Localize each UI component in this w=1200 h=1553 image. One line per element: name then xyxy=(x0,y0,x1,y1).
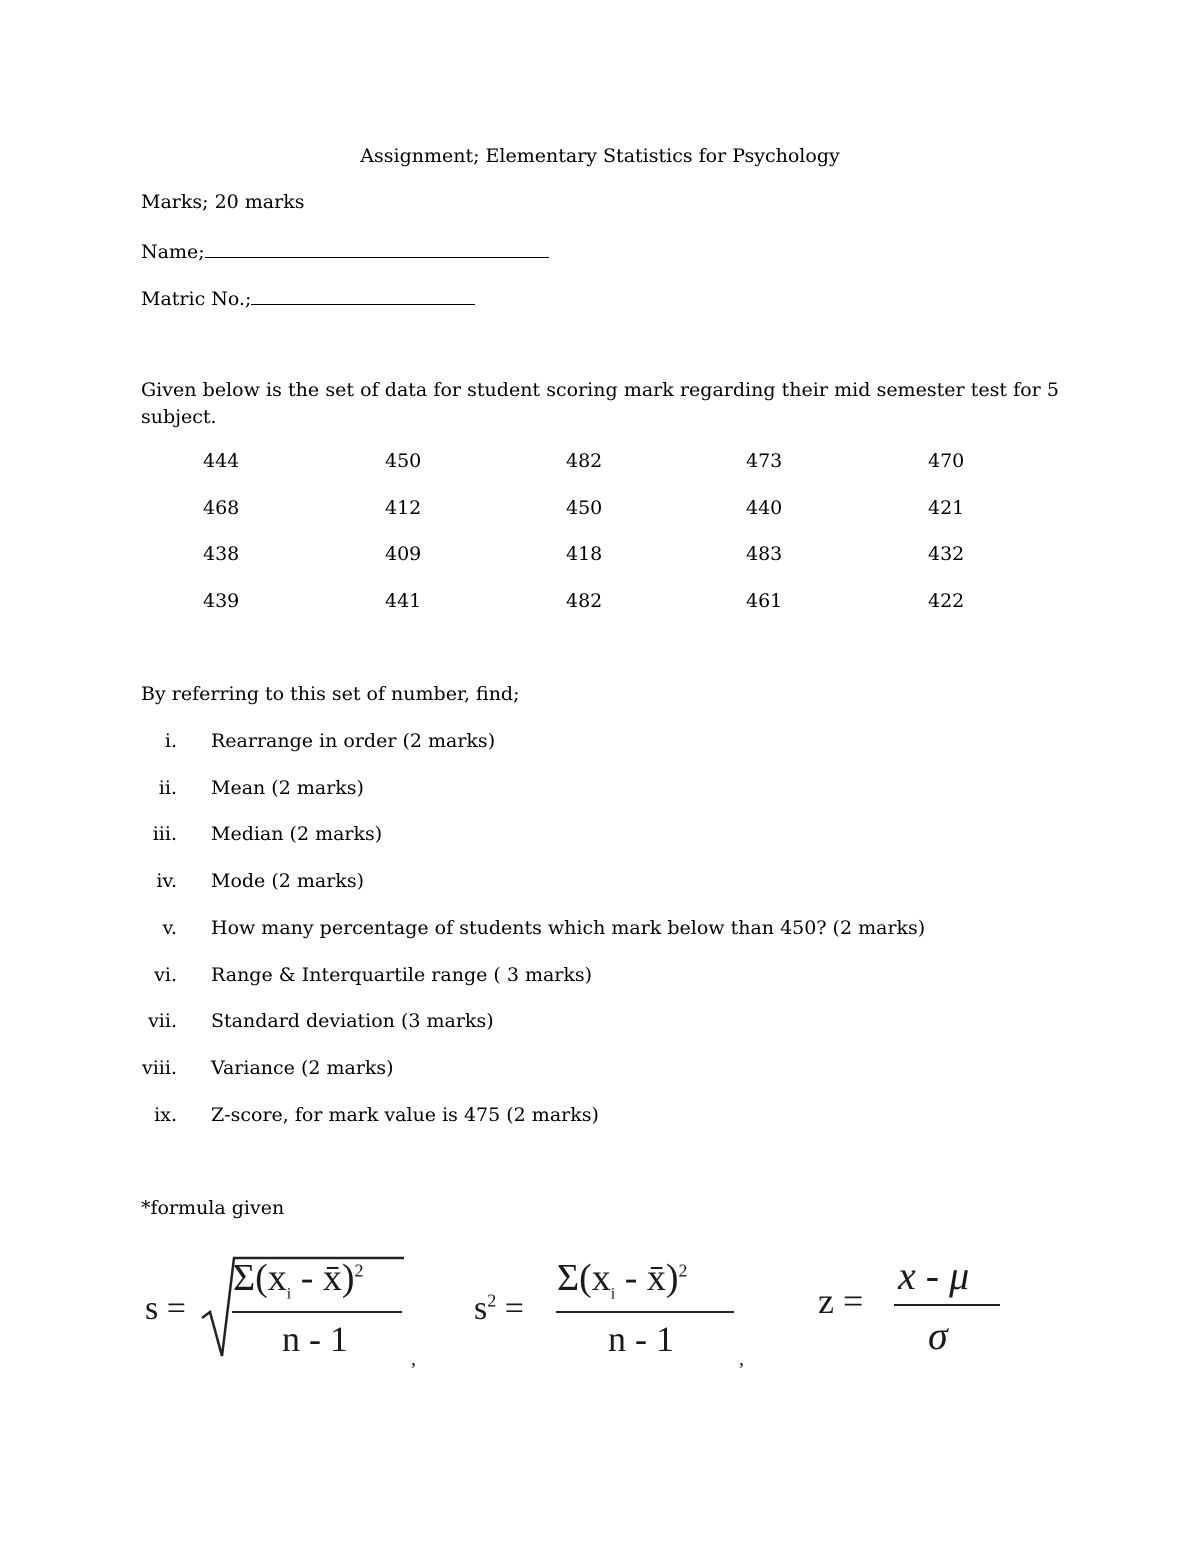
data-cell: 421 xyxy=(928,497,965,519)
marks-line: Marks; 20 marks xyxy=(141,191,305,213)
sd-fraction-bar xyxy=(232,1311,402,1313)
data-cell: 422 xyxy=(928,590,965,612)
variance-lhs: $s^2$ = xyxy=(474,1290,524,1327)
question-text: Variance (2 marks) xyxy=(211,1057,394,1079)
variance-numerator: $\Sigma(x_i$ - x̄)$^2$ xyxy=(557,1257,688,1303)
question-number: i. xyxy=(164,730,177,752)
question-number: iv. xyxy=(156,870,177,892)
data-cell: 450 xyxy=(385,450,422,472)
question-text: Mode (2 marks) xyxy=(211,870,364,892)
data-cell: 409 xyxy=(385,543,422,565)
data-cell: 432 xyxy=(928,543,965,565)
z-fraction-bar xyxy=(894,1304,1000,1306)
question-number: ii. xyxy=(158,777,177,799)
matric-label: Matric No.; xyxy=(141,288,252,310)
data-cell: 482 xyxy=(566,450,603,472)
question-text: Standard deviation (3 marks) xyxy=(211,1010,494,1032)
matric-blank[interactable] xyxy=(251,284,475,305)
sd-separator: , xyxy=(411,1348,416,1370)
data-cell: 444 xyxy=(203,450,240,472)
z-numerator: x - μ xyxy=(898,1253,970,1298)
name-blank[interactable] xyxy=(205,237,549,258)
z-lhs: z = xyxy=(818,1281,864,1321)
data-cell: 440 xyxy=(746,497,783,519)
question-number: iii. xyxy=(152,823,177,845)
question-number: vi. xyxy=(154,964,177,986)
intro-paragraph: Given below is the set of data for student scoring mark regarding their mid semester test for 5 subject. xyxy=(141,379,1059,428)
name-label: Name; xyxy=(141,241,205,263)
question-number: viii. xyxy=(141,1057,177,1079)
prompt: By referring to this set of number, find; xyxy=(141,683,520,705)
question-number: vii. xyxy=(148,1010,177,1032)
data-cell: 438 xyxy=(203,543,240,565)
data-cell: 470 xyxy=(928,450,965,472)
data-cell: 482 xyxy=(566,590,603,612)
question-text: Range & Interquartile range ( 3 marks) xyxy=(211,964,593,986)
question-number: v. xyxy=(162,917,177,939)
question-text: Z-score, for mark value is 475 (2 marks) xyxy=(211,1104,599,1126)
variance-separator: , xyxy=(739,1348,744,1370)
sd-denominator: n - 1 xyxy=(282,1319,348,1359)
data-cell: 483 xyxy=(746,543,783,565)
z-denominator: σ xyxy=(928,1313,948,1358)
formula-note: *formula given xyxy=(141,1197,285,1219)
data-cell: 412 xyxy=(385,497,422,519)
data-cell: 461 xyxy=(746,590,783,612)
name-line xyxy=(141,237,549,263)
data-cell: 418 xyxy=(566,543,603,565)
matric-line xyxy=(141,284,475,310)
sd-lhs: s = xyxy=(145,1290,186,1327)
data-cell: 450 xyxy=(566,497,603,519)
data-cell: 473 xyxy=(746,450,783,472)
data-cell: 468 xyxy=(203,497,240,519)
question-number: ix. xyxy=(154,1104,177,1126)
page-title: Assignment; Elementary Statistics for Psychology xyxy=(360,145,840,167)
variance-fraction-bar xyxy=(556,1311,734,1313)
data-cell: 441 xyxy=(385,590,422,612)
sd-numerator: $\Sigma(x_i$ - x̄)$^2$ xyxy=(233,1257,364,1303)
question-text: How many percentage of students which mark below than 450? (2 marks) xyxy=(211,917,926,939)
data-cell: 439 xyxy=(203,590,240,612)
variance-denominator: n - 1 xyxy=(608,1319,674,1359)
question-text: Mean (2 marks) xyxy=(211,777,364,799)
question-text: Rearrange in order (2 marks) xyxy=(211,730,496,752)
question-text: Median (2 marks) xyxy=(211,823,383,845)
